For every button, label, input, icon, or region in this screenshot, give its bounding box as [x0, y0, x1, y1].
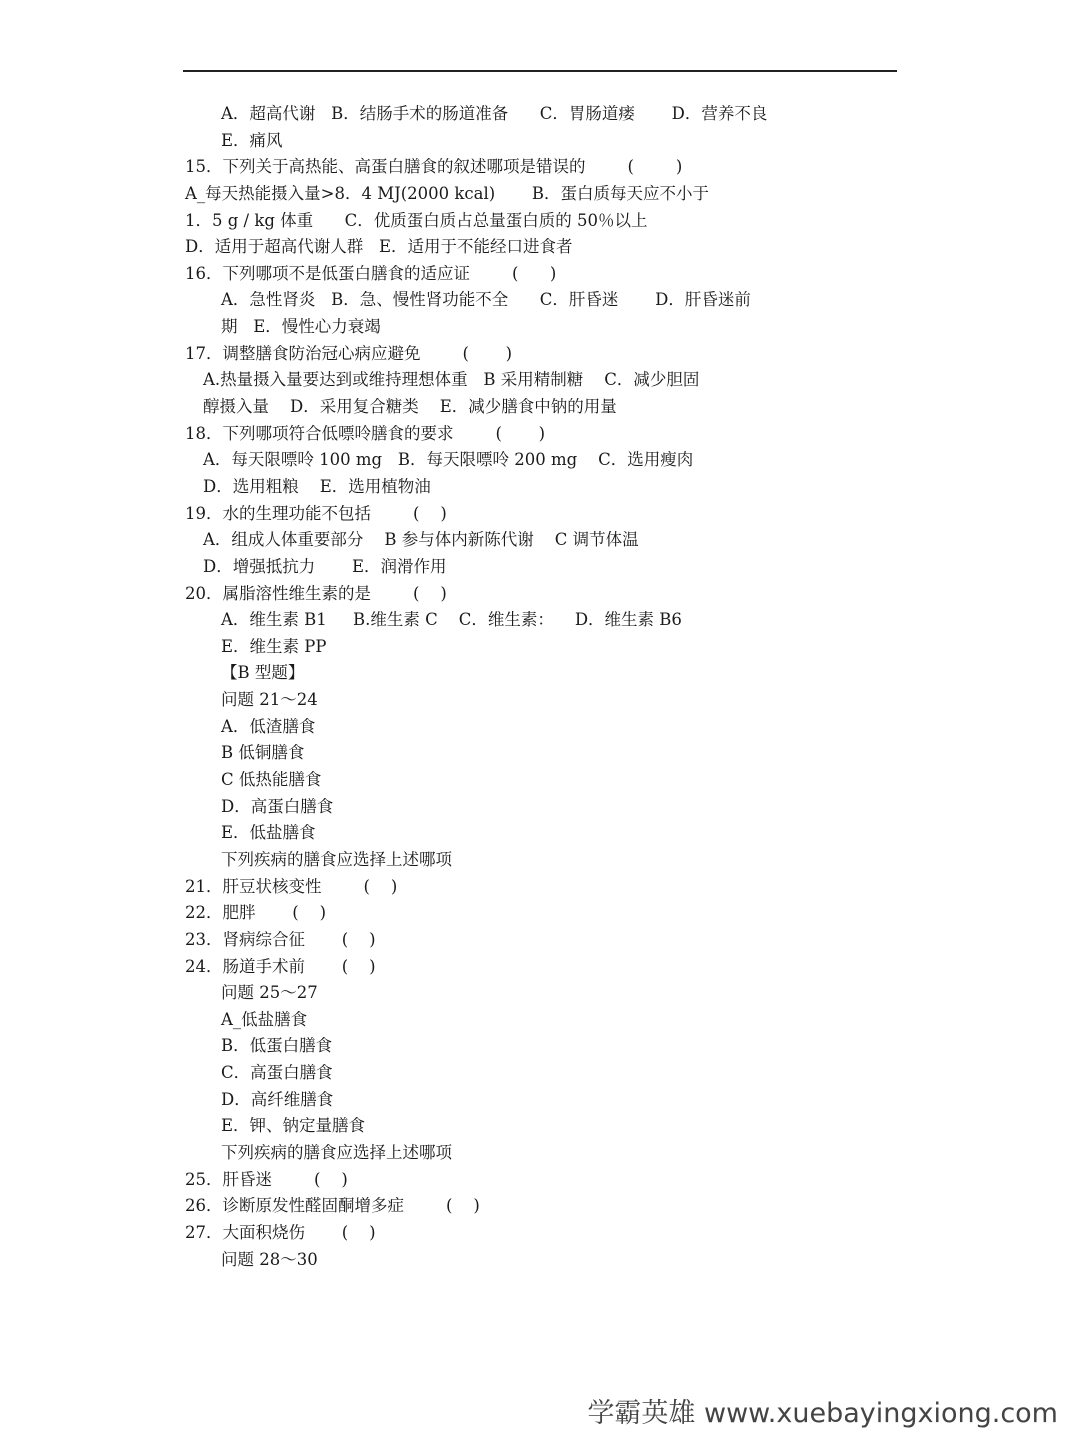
q15-options-line-1: A_每天热能摄入量>8．4 MJ(2000 kcal) B．蛋白质每天应不小于 — [185, 183, 710, 203]
group-option: D．高纤维膳食 — [221, 1089, 334, 1109]
q21-stem: 21．肝豆状核变性 ( ) — [185, 876, 398, 896]
group-option: E．钾、钠定量膳食 — [221, 1116, 366, 1136]
section-heading-b-type: 【B 型题】 — [221, 663, 305, 683]
q17-stem: 17．调整膳食防治冠心病应避免 ( ) — [185, 343, 513, 363]
q14-options-line-1: A．超高代谢 B．结肠手术的肠道准备 C．胃肠道瘘 D．营养不良 — [221, 104, 768, 123]
group-option: B．低蛋白膳食 — [221, 1036, 333, 1056]
q20-options-line-2: E．维生素 PP — [221, 636, 327, 656]
q17-options-line-1: A.热量摄入量要达到或维持理想体重 B 采用精制糖 C．减少胆固 — [203, 370, 700, 390]
q16-options-line-1: A．急性肾炎 B．急、慢性肾功能不全 C．肝昏迷 D．肝昏迷前 — [221, 290, 751, 310]
q23-stem: 23．肾病综合征 ( ) — [185, 929, 376, 949]
q19-options-line-1: A．组成人体重要部分 B 参与体内新陈代谢 C 调节体温 — [203, 530, 639, 550]
group-option: B 低铜膳食 — [221, 743, 305, 763]
group-option: A．低渣膳食 — [221, 716, 316, 736]
group-instruction: 下列疾病的膳食应选择上述哪项 — [221, 1142, 452, 1162]
site-watermark: 学霸英雄 www.xuebayingxiong.com — [587, 1398, 1058, 1429]
question-group-heading: 问题 28～30 — [221, 1249, 318, 1269]
q15-options-line-3: D．适用于超高代谢人群 E．适用于不能经口进食者 — [185, 237, 573, 257]
q16-stem: 16．下列哪项不是低蛋白膳食的适应证 ( ) — [185, 263, 557, 283]
q18-options-line-2: D．选用粗粮 E．选用植物油 — [203, 476, 431, 496]
group-option: E．低盐膳食 — [221, 823, 316, 843]
q24-stem: 24．肠道手术前 ( ) — [185, 956, 376, 976]
question-group-heading: 问题 25～27 — [221, 983, 318, 1003]
q27-stem: 27．大面积烧伤 ( ) — [185, 1222, 376, 1242]
q22-stem: 22．肥胖 ( ) — [185, 903, 327, 923]
q25-stem: 25．肝昏迷 ( ) — [185, 1169, 348, 1189]
q17-options-line-2: 醇摄入量 D．采用复合糖类 E．减少膳食中钠的用量 — [203, 397, 617, 417]
group-option: C．高蛋白膳食 — [221, 1063, 333, 1083]
q19-stem: 19．水的生理功能不包括 ( ) — [185, 503, 447, 523]
group-option: C 低热能膳食 — [221, 770, 322, 790]
q15-options-line-2: 1．5 g / kg 体重 C．优质蛋白质占总量蛋白质的 50％以上 — [185, 210, 648, 230]
q14-options-line-2: E．痛风 — [221, 130, 283, 150]
q18-options-line-1: A．每天限嘌呤 100 mg B．每天限嘌呤 200 mg C．选用瘦肉 — [203, 450, 694, 470]
q26-stem: 26．诊断原发性醛固酮增多症 ( ) — [185, 1196, 480, 1216]
document-body — [0, 101, 1080, 1273]
q15-stem: 15．下列关于高热能、高蛋白膳食的叙述哪项是错误的 ( ) — [185, 157, 683, 177]
q19-options-line-2: D．增强抵抗力 E．润滑作用 — [203, 556, 447, 576]
group-option: D．高蛋白膳食 — [221, 796, 334, 816]
header-rule — [183, 70, 897, 72]
q16-options-line-2: 期 E．慢性心力衰竭 — [221, 317, 381, 337]
q20-options-line-1: A．维生素 B1 B.维生素 C C．维生素： D．维生素 B6 — [221, 610, 682, 630]
group-option: A_低盐膳食 — [221, 1009, 308, 1029]
q20-stem: 20．属脂溶性维生素的是 ( ) — [185, 583, 447, 603]
question-group-heading: 问题 21～24 — [221, 690, 318, 710]
group-instruction: 下列疾病的膳食应选择上述哪项 — [221, 849, 452, 869]
q18-stem: 18．下列哪项符合低嘌呤膳食的要求 ( ) — [185, 423, 546, 443]
